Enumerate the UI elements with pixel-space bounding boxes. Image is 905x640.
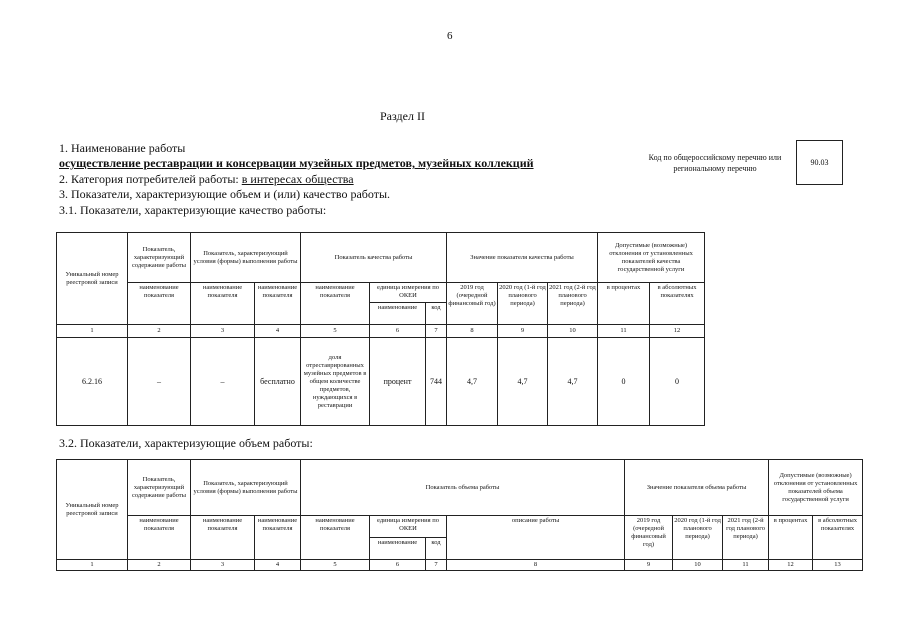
col-num: 12 (650, 325, 705, 338)
h-conditions: Показатель, характеризующий условия (формы) выполнения работы (191, 233, 301, 283)
code-label: Код по общероссийскому перечню или региональному перечню (648, 153, 782, 173)
code-box (796, 140, 843, 185)
col-num: 4 (255, 560, 301, 571)
h-y2019: 2019 год (очередной финансовый год) (625, 516, 673, 560)
quality-table (56, 232, 705, 426)
col-num: 6 (370, 560, 426, 571)
h-name2: наименование показателя (191, 516, 255, 560)
col-num: 12 (769, 560, 813, 571)
consumer-category-label: 2. Категория потребителей работы: (59, 172, 239, 186)
h-unique: Уникальный номер реестровой записи (57, 233, 128, 325)
cell-pct: 0 (598, 338, 650, 426)
h-unit: единица измерения по ОКЕИ (370, 516, 447, 538)
cell-v2021: 4,7 (548, 338, 598, 426)
cell-unit: процент (370, 338, 426, 426)
h-unit: единица измерения по ОКЕИ (370, 283, 447, 303)
h-pct: в процентах (598, 283, 650, 325)
consumer-category-value: в интересах общества (241, 172, 354, 186)
volume-heading: 3.2. Показатели, характеризующие объем работы: (59, 436, 313, 450)
col-num: 11 (598, 325, 650, 338)
col-num: 8 (447, 325, 498, 338)
cell-content: – (128, 338, 191, 426)
h-deviation: Допустимые (возможные) отклонения от установленных показателей объема государственной услуги (769, 460, 863, 516)
page-number: 6 (447, 30, 453, 42)
h-name3: наименование показателя (255, 283, 301, 325)
h-abs: в абсолютных показателях (813, 516, 863, 560)
h-y2019: 2019 год (очередной финансовый год) (447, 283, 498, 325)
cell-code: 744 (426, 338, 447, 426)
cell-v2020: 4,7 (498, 338, 548, 426)
h-desc: описание работы (447, 516, 625, 560)
section-title: Раздел II (380, 109, 425, 123)
code-value: 90.03 (810, 158, 829, 167)
h-name3: наименование показателя (255, 516, 301, 560)
consumer-category (59, 172, 354, 187)
h-y2021: 2021 год (2-й год планового периода) (548, 283, 598, 325)
work-name-label: 1. Наименование работы (59, 141, 186, 155)
h-volume: Показатель объема работы (301, 460, 625, 516)
h-deviation: Допустимые (возможные) отклонения от установленных показателей качества государственной услуги (598, 233, 705, 283)
col-num: 10 (548, 325, 598, 338)
col-num: 7 (426, 325, 447, 338)
cell-indicator: доля отреставрированных музейных предметов в общем количестве предметов, нуждающихся в реставрации (301, 338, 370, 426)
h-name1: наименование показателя (128, 283, 191, 325)
col-num: 2 (128, 325, 191, 338)
cell-unique: 6.2.16 (57, 338, 128, 426)
h-y2020: 2020 год (1-й год планового периода) (498, 283, 548, 325)
col-num: 7 (426, 560, 447, 571)
h-content: Показатель, характеризующий содержание работы (128, 233, 191, 283)
h-unique: Уникальный номер реестровой записи (57, 460, 128, 560)
col-num: 1 (57, 560, 128, 571)
cell-cond1: – (191, 338, 255, 426)
col-num: 3 (191, 325, 255, 338)
h-content: Показатель, характеризующий содержание работы (128, 460, 191, 516)
h-name4: наименование показателя (301, 516, 370, 560)
col-num: 2 (128, 560, 191, 571)
indicators-heading: 3. Показатели, характеризующие объем и (или) качество работы. (59, 187, 391, 201)
work-name: осуществление реставрации и консервации музейных предметов, музейных коллекций (59, 156, 534, 170)
h-unit-name: наименование (370, 538, 426, 560)
h-unit-name: наименование (370, 303, 426, 325)
h-unit-code: код (426, 303, 447, 325)
col-num: 1 (57, 325, 128, 338)
h-value: Значение показателя качества работы (447, 233, 598, 283)
col-num: 9 (625, 560, 673, 571)
cell-v2019: 4,7 (447, 338, 498, 426)
cell-abs: 0 (650, 338, 705, 426)
col-num: 9 (498, 325, 548, 338)
col-num: 5 (301, 325, 370, 338)
h-pct: в процентах (769, 516, 813, 560)
col-num: 3 (191, 560, 255, 571)
h-y2020: 2020 год (1-й год планового периода) (673, 516, 723, 560)
cell-cond2: бесплатно (255, 338, 301, 426)
col-num: 10 (673, 560, 723, 571)
col-num: 13 (813, 560, 863, 571)
h-name1: наименование показателя (128, 516, 191, 560)
h-quality: Показатель качества работы (301, 233, 447, 283)
volume-table (56, 459, 863, 571)
col-num: 8 (447, 560, 625, 571)
quality-heading: 3.1. Показатели, характеризующие качество работы: (59, 203, 327, 217)
h-unit-code: код (426, 538, 447, 560)
col-num: 5 (301, 560, 370, 571)
h-value: Значение показателя объема работы (625, 460, 769, 516)
h-conditions: Показатель, характеризующий условия (формы) выполнения работы (191, 460, 301, 516)
h-y2021: 2021 год (2-й год планового периода) (723, 516, 769, 560)
h-name4: наименование показателя (301, 283, 370, 325)
h-abs: в абсолютных показателях (650, 283, 705, 325)
col-num: 4 (255, 325, 301, 338)
h-name2: наименование показателя (191, 283, 255, 325)
col-num: 11 (723, 560, 769, 571)
col-num: 6 (370, 325, 426, 338)
